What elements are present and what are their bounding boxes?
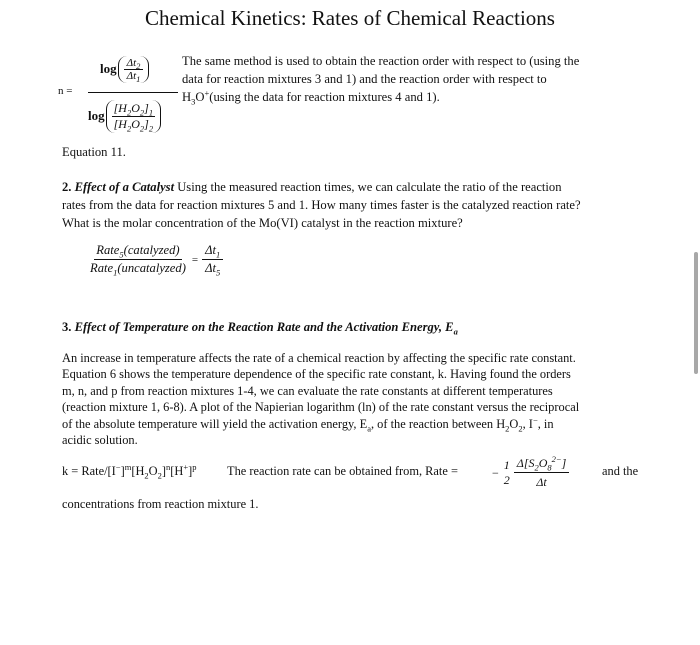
delta-fraction [514, 456, 570, 490]
section-3-number: 3. [62, 320, 72, 334]
equals-sign: = [191, 253, 199, 266]
n-label: n = [58, 85, 73, 97]
line5-h-sub: 2 [505, 423, 510, 434]
k-eq-b: ] [120, 464, 125, 478]
section-3-line-4: (reaction mixture 1, 6-8). A plot of the Napierian logarithm (ln) of the rate constant versus the reciprocal [62, 400, 580, 415]
intro-line-3 [182, 88, 642, 106]
rate-expression [492, 456, 569, 490]
dt-den: Δt [205, 261, 216, 275]
k-eq-plus: + [183, 461, 189, 472]
rate-fraction [88, 243, 188, 276]
section-3-paragraph [62, 350, 662, 448]
section-3-line-3: m, n, and p from reaction mixtures 1-4, we can evaluate the rate constants at different temperatures [62, 383, 553, 398]
h2o2-open-2: [H [113, 116, 127, 131]
h3o-post: (using the data for reaction mixtures 4 and 1). [209, 90, 440, 104]
o-sub: 8 [547, 462, 552, 473]
dt1-sub: 1 [136, 73, 141, 84]
dt-num: Δt [205, 243, 216, 257]
section-3-line-5 [62, 416, 662, 432]
rate-den: Rate [90, 261, 114, 275]
h2o2-o-sub: 2 [139, 106, 145, 117]
line5-b: , of the reaction between H [370, 416, 506, 431]
k-eq-e: [H [170, 464, 184, 478]
line5-a: of the absolute temperature will yield the activation energy, E [62, 416, 368, 431]
rate-den-sub: 1 [113, 267, 118, 278]
k-equation [62, 461, 197, 481]
rate-num-sub: 5 [119, 249, 124, 260]
rate-num-paren: (catalyzed) [123, 243, 180, 257]
section-2-text-1: Using the measured reaction times, we can calculate the ratio of the reaction [174, 180, 562, 194]
dt2-sub: 2 [136, 60, 141, 71]
dt-den-sub: 5 [216, 267, 221, 278]
dt-fraction [202, 243, 223, 276]
h2o2-h-sub-2: 2 [126, 122, 132, 133]
k-eq-a: k = Rate/[I [62, 464, 116, 478]
section-2-number: 2. [62, 180, 72, 194]
rate-ratio-equation [88, 243, 223, 276]
h2o2-h-sub: 2 [126, 106, 132, 117]
h3o-sub: 3 [191, 96, 196, 107]
intro-line-2: data for reaction mixtures 3 and 1) and the reaction order with respect to [182, 72, 547, 86]
page-title: Chemical Kinetics: Rates of Chemical Reactions [145, 6, 555, 30]
concentrations-line: concentrations from reaction mixture 1. [62, 497, 259, 511]
line5-ea-sub: a [367, 423, 371, 434]
section-2-line-1 [62, 178, 652, 196]
section-2-paragraph [62, 178, 652, 232]
line5-o: O [509, 416, 519, 431]
h3o-o: O [195, 90, 205, 104]
delta-o: O [538, 456, 548, 470]
h2o2-mix-sub: 1 [148, 106, 154, 117]
h3o-sup: + [204, 87, 210, 98]
h2o2-close-2: ] [144, 116, 149, 131]
h3o-h: H [182, 90, 192, 104]
delta-t: Δt [536, 475, 547, 489]
intro-paragraph [182, 52, 642, 106]
section-3-heading-sub: a [453, 326, 458, 337]
section-3-line-2: Equation 6 shows the temperature dependence of the specific rate constant, k. Having found the orders [62, 367, 571, 382]
section-3-line-1: An increase in temperature affects the rate of a chemical reaction by affecting the specific rate constant. [62, 351, 576, 365]
half-fraction [503, 458, 511, 488]
k-eq-o: O [148, 464, 158, 478]
k-eq-iodide-sup: − [115, 461, 121, 472]
line5-iodide: , I [522, 416, 533, 431]
section-2-line-2: rates from the data for reaction mixtures 5 and 1. How many times faster is the catalyzed reaction rate? [62, 198, 581, 212]
h2o2-o: O [131, 100, 140, 115]
section-3-heading-line [62, 318, 458, 336]
k-eq-d: ] [161, 464, 167, 478]
dt-num-sub: 1 [216, 249, 221, 260]
line5-o-sub: 2 [518, 423, 523, 434]
h2o2-ratio [106, 100, 161, 133]
h2o2-o-sub-2: 2 [139, 122, 145, 133]
dt-ratio [118, 56, 150, 83]
h2o2-close: ] [144, 100, 149, 115]
h2o2-mix-sub-2: 2 [148, 122, 154, 133]
line5-iodide-sup: − [532, 414, 538, 425]
rate-constant-line [62, 456, 642, 496]
equation-11 [58, 46, 178, 144]
negative-sign: − [492, 465, 499, 480]
k-eq-o-sub: 2 [157, 470, 162, 481]
rate-text: The reaction rate can be obtained from, Rate = [227, 464, 458, 478]
k-eq-c: [H [131, 464, 145, 478]
h2o2-o-2: O [131, 116, 140, 131]
section-3-line-6: acidic solution. [62, 433, 138, 448]
charge-sup: 2− [551, 454, 562, 464]
section-2-heading: Effect of a Catalyst [74, 180, 175, 194]
rate-den-paren: (uncatalyzed) [117, 261, 186, 275]
log-label-2: log [88, 108, 105, 123]
h2o2-open: [H [113, 100, 127, 115]
s-sub: 2 [534, 462, 539, 473]
rate-num: Rate [96, 243, 120, 257]
half-num: 1 [503, 458, 510, 472]
dt2: Δt [126, 56, 137, 69]
half-den: 2 [503, 473, 510, 487]
k-eq-p: p [192, 461, 197, 472]
equation-main-fraction [88, 46, 178, 139]
vertical-scrollbar[interactable] [694, 252, 698, 374]
k-eq-n: n [166, 461, 171, 472]
equation-caption: Equation 11. [62, 145, 126, 159]
line5-end: , in [537, 416, 554, 431]
section-3-heading: Effect of Temperature on the Reaction Rate and the Activation Energy, E [74, 320, 454, 334]
section-2-line-3: What is the molar concentration of the Mo(VI) catalyst in the reaction mixture? [62, 216, 463, 230]
k-eq-m: m [124, 461, 132, 472]
intro-line-1: The same method is used to obtain the reaction order with respect to (using the [182, 54, 580, 68]
k-eq-h-sub: 2 [144, 470, 149, 481]
and-the-text: and the [602, 464, 639, 478]
delta-s: Δ[S [516, 456, 535, 470]
log-label: log [100, 61, 117, 76]
delta-close: ] [561, 456, 567, 470]
k-eq-f: ] [188, 464, 193, 478]
dt1: Δt [126, 69, 137, 82]
